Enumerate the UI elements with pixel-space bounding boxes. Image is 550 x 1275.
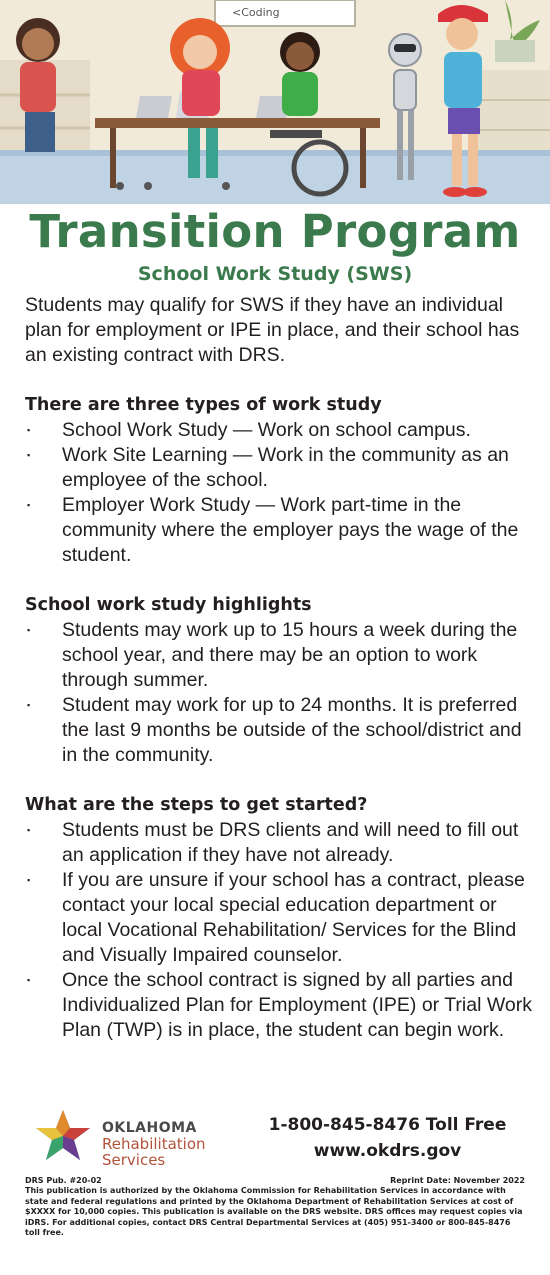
bullet-list xyxy=(25,818,535,1043)
page-subtitle: School Work Study (SWS) xyxy=(137,263,413,285)
star-logo-icon xyxy=(30,1106,96,1168)
agency-logo xyxy=(30,1106,250,1168)
bullet-list xyxy=(25,618,535,768)
hero-illustration xyxy=(0,0,550,204)
intro-paragraph: Students may qualify for SWS if they have an individual plan for employment or IPE in place, and their school has an existing contract with DRS. xyxy=(25,294,520,366)
list-item: ▪ Students must be DRS clients and will need to fill out an application if they have not already. xyxy=(25,818,535,868)
publication-id: DRS Pub. #20-02 xyxy=(25,1176,102,1185)
main-content xyxy=(25,293,535,1043)
page-title: Transition Program xyxy=(29,205,521,258)
logo-line-rehabilitation: Rehabilitation xyxy=(102,1135,206,1153)
classroom-illustration xyxy=(0,0,550,204)
contact-block xyxy=(255,1112,520,1164)
website-link[interactable]: www.okdrs.gov xyxy=(313,1141,462,1161)
list-item: ▪ If you are unsure if your school has a contract, please contact your local special education department or local Vocational Rehabilitation/ Services for the Blind and Visually Impaired counselor. xyxy=(25,868,535,968)
logo-text xyxy=(102,1120,206,1168)
list-item: ▪ Students may work up to 15 hours a week during the school year, and there may be an option to work through summer. xyxy=(25,618,535,693)
list-item: ▪ Student may work for up to 24 months. It is preferred the last 9 months be outside of the school/district and in the community. xyxy=(25,693,535,768)
section-heading: What are the steps to get started? xyxy=(25,795,368,815)
whiteboard-text: <Coding xyxy=(232,6,280,19)
disclaimer-text: This publication is authorized by the Oklahoma Commission for Rehabilitation Services in accordance with state and federal regulations and printed by the Oklahoma Department of Rehabilitation Services at cost of $XXXX for 10,000 copies. This publication is available on the DRS website. DRS offices may request copies via iDRS. For additional copies, contact DRS Central Departmental Services at (405) 951-3400 or 800-845-8476 toll free. xyxy=(25,1186,523,1237)
section-highlights xyxy=(25,593,535,768)
list-item: ▪ Work Site Learning — Work in the community as an employee of the school. xyxy=(25,443,535,493)
section-steps xyxy=(25,793,535,1043)
section-heading: School work study highlights xyxy=(25,595,312,615)
phone-number[interactable]: 1-800-845-8476 Toll Free xyxy=(268,1115,507,1135)
logo-line-oklahoma: OKLAHOMA xyxy=(102,1120,197,1136)
reprint-date: Reprint Date: November 2022 xyxy=(390,1176,525,1185)
list-item: ▪ Employer Work Study — Work part-time in the community where the employer pays the wage of the student. xyxy=(25,493,535,568)
logo-line-services: Services xyxy=(102,1151,166,1169)
footer xyxy=(0,1100,550,1275)
bullet-list xyxy=(25,418,535,568)
section-types xyxy=(25,393,535,568)
list-item: ▪ School Work Study — Work on school campus. xyxy=(25,418,535,443)
section-heading: There are three types of work study xyxy=(25,395,382,415)
list-item: ▪ Once the school contract is signed by all parties and Individualized Plan for Employment (IPE) or Trial Work Plan (TWP) is in place, the student can begin work. xyxy=(25,968,535,1043)
